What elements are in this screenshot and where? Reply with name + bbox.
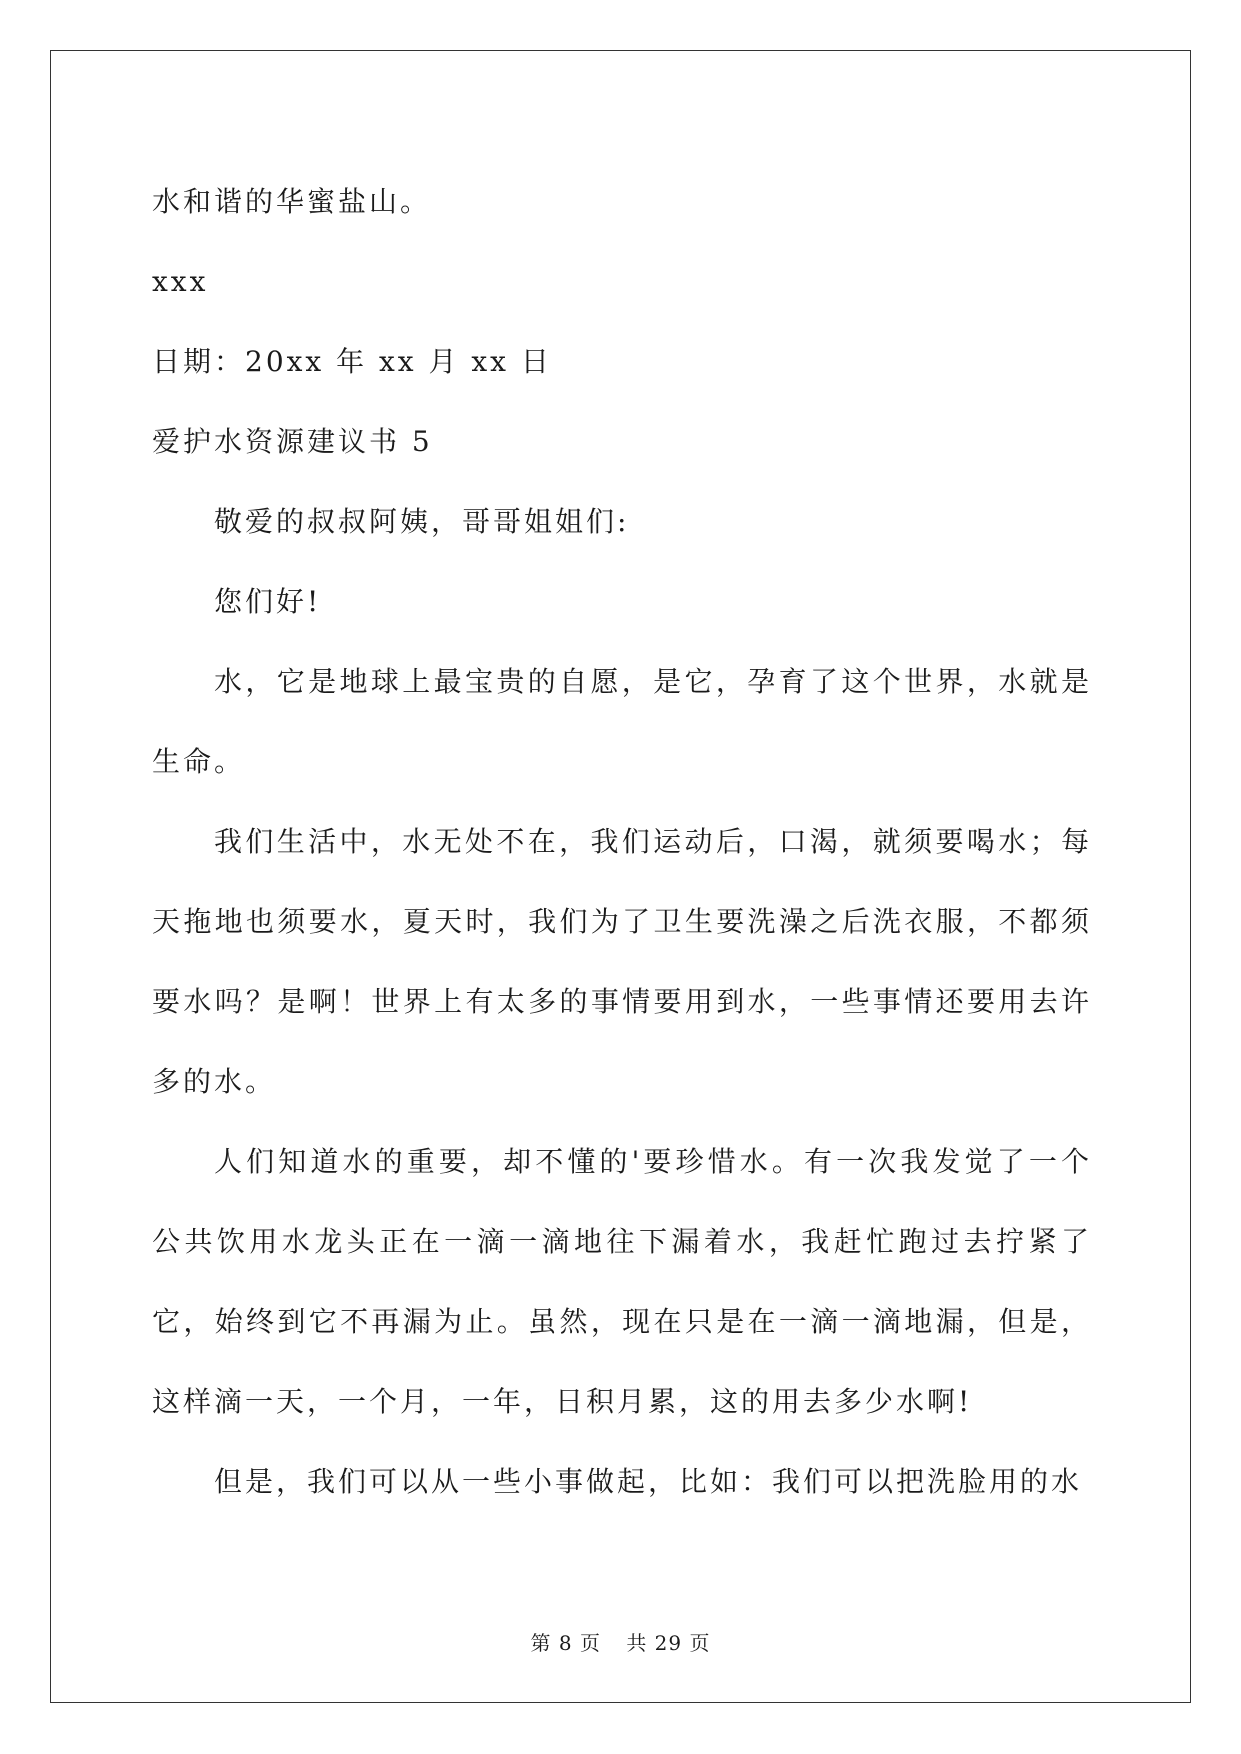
paragraph: 我们生活中，水无处不在，我们运动后，口渴，就须要喝水；每天拖地也须要水，夏天时，我们为了卫生要洗澡之后洗衣服，不都须要水吗？是啊！世界上有太多的事情要用到水，一些事情还要用去许多的水。 — [152, 825, 1092, 1098]
paragraph: 水，它是地球上最宝贵的自愿，是它，孕育了这个世界，水就是生命。 — [152, 665, 1092, 778]
paragraph: 但是，我们可以从一些小事做起，比如：我们可以把洗脸用的水 — [214, 1465, 1083, 1498]
text-line: 水和谐的华蜜盐山。 — [152, 185, 432, 218]
author-name: xxx — [152, 265, 209, 298]
date-line: 日期：20xx 年 xx 月 xx 日 — [152, 345, 552, 378]
salutation: 敬爱的叔叔阿姨，哥哥姐姐们: — [214, 505, 630, 538]
paragraph: 人们知道水的重要，却不懂的'要珍惜水。有一次我发觉了一个公共饮用水龙头正在一滴一滴地往下漏着水，我赶忙跑过去拧紧了它，始终到它不再漏为止。虽然，现在只是在一滴一滴地漏，但是，这样滴一天，一个月，一年，日积月累，这的用去多少水啊! — [152, 1145, 1092, 1418]
greeting: 您们好! — [214, 585, 322, 618]
section-title: 爱护水资源建议书 5 — [152, 425, 433, 458]
document-body — [152, 162, 1092, 1522]
page-footer — [0, 1627, 1241, 1656]
total-pages: 共 29 页 — [626, 1631, 711, 1655]
page-number: 第 8 页 — [530, 1631, 601, 1655]
